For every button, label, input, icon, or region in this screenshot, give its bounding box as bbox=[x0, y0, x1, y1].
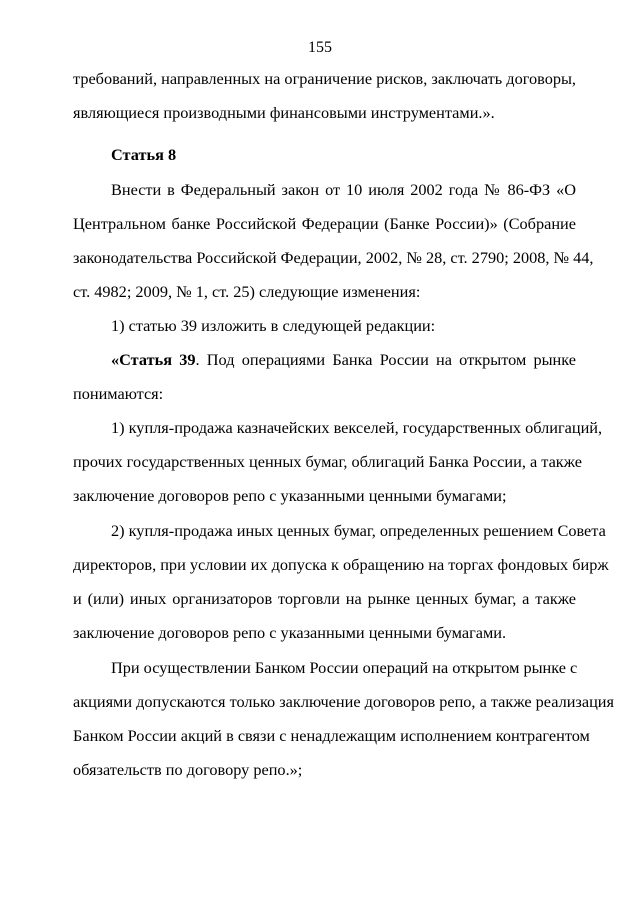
article-heading: Статья 8 bbox=[111, 145, 177, 164]
article-39-heading: «Статья 39 bbox=[111, 350, 196, 369]
text-line: требований, направленных на ограничение рисков, заключать договоры, bbox=[73, 69, 576, 88]
text-line: акциями допускаются только заключение договоров репо, а также реализация bbox=[73, 692, 615, 711]
article-39-line bbox=[111, 350, 576, 370]
text-line: 2) купля-продажа иных ценных бумаг, определенных решением Совета bbox=[111, 521, 606, 540]
text-line: 1) купля-продажа казначейских векселей, государственных облигаций, bbox=[111, 418, 603, 437]
text-line: директоров, при условии их допуска к обращению на торгах фондовых бирж bbox=[73, 555, 609, 574]
text-line: заключение договоров репо с указанными ценными бумагами. bbox=[73, 623, 507, 642]
text-line: прочих государственных ценных бумаг, облигаций Банка России, а также bbox=[73, 452, 582, 471]
text-line: При осуществлении Банком России операций на открытом рынке с bbox=[111, 658, 578, 677]
text-line: заключение договоров репо с указанными ценными бумагами; bbox=[73, 486, 507, 505]
article-39-text: . Под операциями Банка России на открытом рынке bbox=[195, 350, 576, 369]
text-line: ст. 4982; 2009, № 1, ст. 25) следующие изменения: bbox=[73, 282, 421, 301]
text-line: являющиеся производными финансовыми инструментами.». bbox=[73, 103, 495, 122]
text-line: понимаются: bbox=[73, 384, 164, 403]
text-line: обязательств по договору репо.»; bbox=[73, 760, 303, 779]
text-line: и (или) иных организаторов торговли на рынке ценных бумаг, а также bbox=[73, 589, 576, 608]
page-number: 155 bbox=[308, 39, 332, 56]
text-line: 1) статью 39 изложить в следующей редакции: bbox=[111, 316, 436, 335]
text-line: законодательства Российской Федерации, 2002, № 28, ст. 2790; 2008, № 44, bbox=[73, 248, 594, 267]
text-line: Банком России акций в связи с ненадлежащим исполнением контрагентом bbox=[73, 726, 590, 745]
text-line: Внести в Федеральный закон от 10 июля 2002 года № 86-ФЗ «О bbox=[111, 180, 576, 199]
text-line: Центральном банке Российской Федерации (Банке России)» (Собрание bbox=[73, 214, 576, 233]
